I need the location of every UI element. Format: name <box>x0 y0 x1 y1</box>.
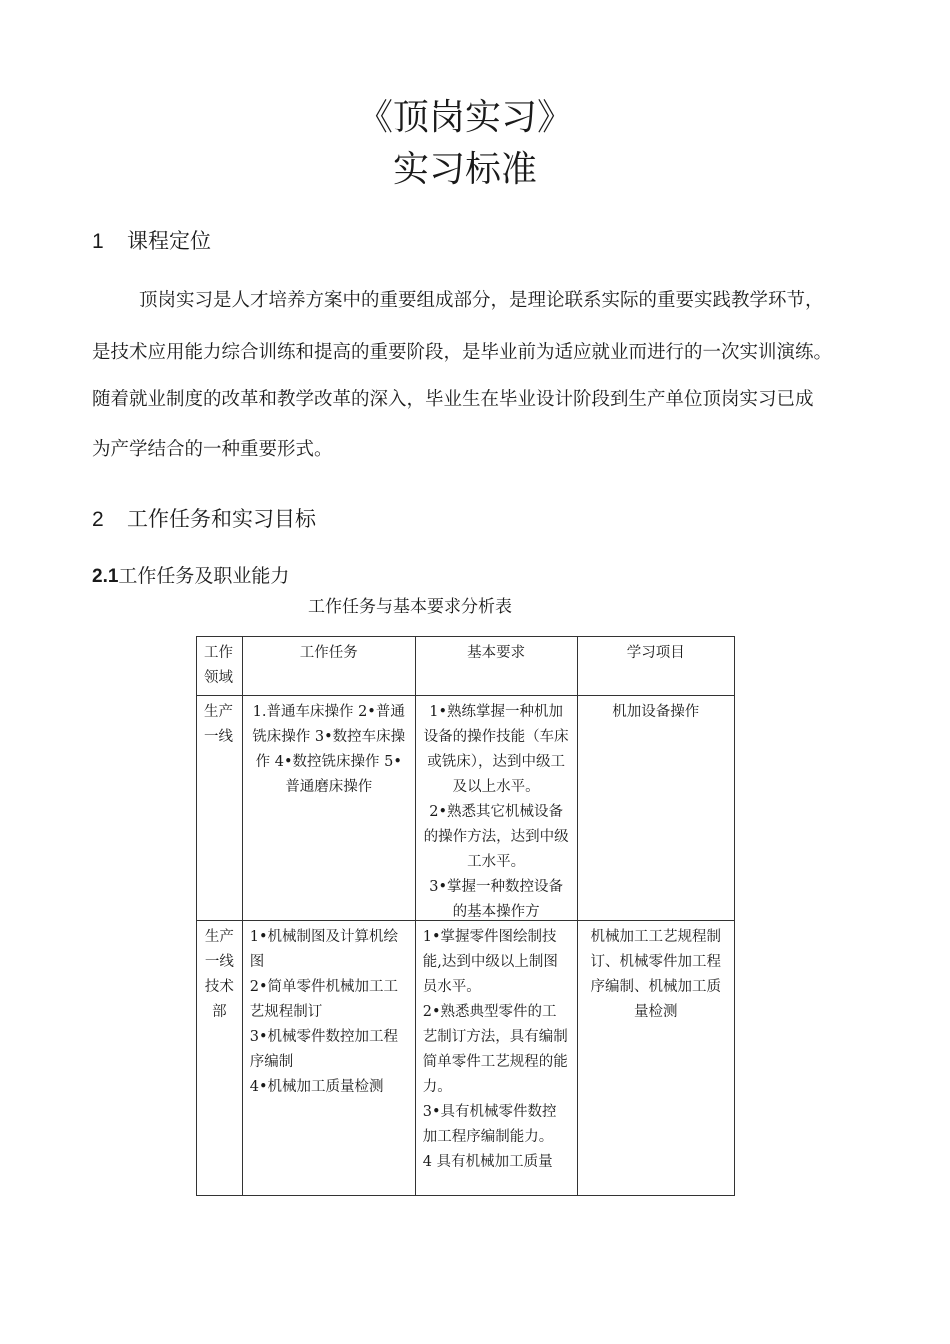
task-item: 3•机械零件数控加工程序编制 <box>249 1029 399 1070</box>
domain-cell: 生产一线 <box>197 696 243 921</box>
domain-cell: 生产一线技术部 <box>197 921 243 1196</box>
section-number: 2 <box>92 508 104 531</box>
table-caption: 工作任务与基本要求分析表 <box>308 597 512 617</box>
requirement-item: 4 具有机械加工质量 <box>422 1154 553 1170</box>
table-row <box>197 921 735 1196</box>
header-cell: 学习项目 <box>577 637 734 696</box>
section-1-heading <box>92 226 211 257</box>
document-title: 《顶岗实习》 <box>356 97 573 138</box>
task-item: 2•简单零件机械加工工艺规程制订 <box>249 979 399 1020</box>
requirement-item: 1•熟练掌握一种机加设备的操作技能（车床或铣床），达到中级工及以上水平。 <box>423 704 569 795</box>
table-header-row <box>197 637 735 696</box>
section-number: 1 <box>92 230 104 253</box>
paragraph-line: 随着就业制度的改革和教学改革的深入，毕业生在毕业设计阶段到生产单位顶岗实习已成 <box>92 389 814 410</box>
tasks-cell <box>242 921 415 1196</box>
header-cell: 工作任务 <box>242 637 415 696</box>
section-2-1-heading <box>92 562 289 591</box>
paragraph-line: 为产学结合的一种重要形式。 <box>92 439 333 460</box>
paragraph-line: 是技术应用能力综合训练和提高的重要阶段，是毕业前为适应就业而进行的一次实训演练。 <box>92 342 833 363</box>
tasks-cell: 1.普通车床操作 2•普通铣床操作 3•数控车床操作 4•数控铣床操作 5•普通磨床操作 <box>242 696 415 921</box>
document-subtitle: 实习标准 <box>392 149 537 190</box>
task-requirements-table <box>196 636 735 1196</box>
subsection-title: 工作任务及职业能力 <box>118 565 290 587</box>
requirement-item: 3•具有机械零件数控加工程序编制能力。 <box>422 1104 557 1145</box>
header-cell: 工作领域 <box>197 637 243 696</box>
task-item: 4•机械加工质量检测 <box>249 1079 384 1095</box>
section-title: 课程定位 <box>127 229 211 253</box>
requirement-item: 2•熟悉典型零件的工艺制订方法，具有编制简单零件工艺规程的能力。 <box>422 1004 568 1095</box>
section-2-heading <box>92 504 316 535</box>
requirements-cell <box>415 696 577 921</box>
paragraph-line: 顶岗实习是人才培养方案中的重要组成部分，是理论联系实际的重要实践教学环节， <box>139 290 824 311</box>
subsection-number: 2.1 <box>92 566 119 587</box>
header-cell: 基本要求 <box>415 637 577 696</box>
requirement-item: 1•掌握零件图绘制技能,达到中级以上制图员水平。 <box>422 929 558 995</box>
requirement-item: 3•掌握一种数控设备的基本操作方 <box>429 879 564 920</box>
requirements-cell <box>415 921 577 1196</box>
project-cell: 机加设备操作 <box>577 696 734 921</box>
table-row <box>197 696 735 921</box>
project-cell: 机械加工工艺规程制订、机械零件加工程序编制、机械加工质量检测 <box>577 921 734 1196</box>
task-item: 1•机械制图及计算机绘图 <box>249 929 399 970</box>
requirement-item: 2•熟悉其它机械设备的操作方法，达到中级工水平。 <box>423 804 569 870</box>
section-title: 工作任务和实习目标 <box>127 507 316 531</box>
